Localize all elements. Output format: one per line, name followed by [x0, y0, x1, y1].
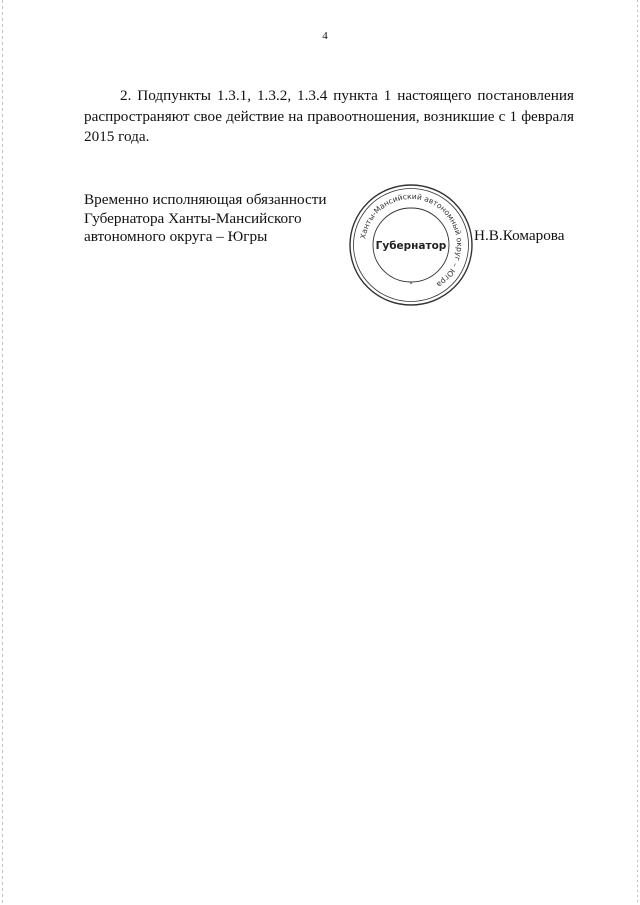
- scan-edge-left: [2, 0, 3, 905]
- signer-position-line: автономного округа – Югры: [84, 228, 268, 245]
- body-paragraph: 2. Подпункты 1.3.1, 1.3.2, 1.3.4 пункта 1 настоящего постановления распространяют свое действие на правоотношения, возникшие с 1 февраля 2015 года.: [84, 87, 574, 145]
- signer-position: [84, 191, 354, 247]
- seal-ring-textpath: Ханты-Мансийский автономный округ – Югра: [358, 191, 465, 290]
- seal-graphic: [341, 180, 481, 310]
- scan-edge-right: [637, 0, 638, 905]
- seal-center-text: Губернатор: [375, 240, 447, 252]
- page-number: 4: [322, 30, 328, 42]
- signer-position-line: Временно исполняющая обязанности: [84, 191, 327, 208]
- signer-position-line: Губернатора Ханты-Мансийского: [84, 209, 302, 227]
- seal-star-icon: *: [409, 282, 413, 288]
- official-seal: [341, 180, 481, 310]
- signer-name: Н.В.Комарова: [474, 227, 565, 244]
